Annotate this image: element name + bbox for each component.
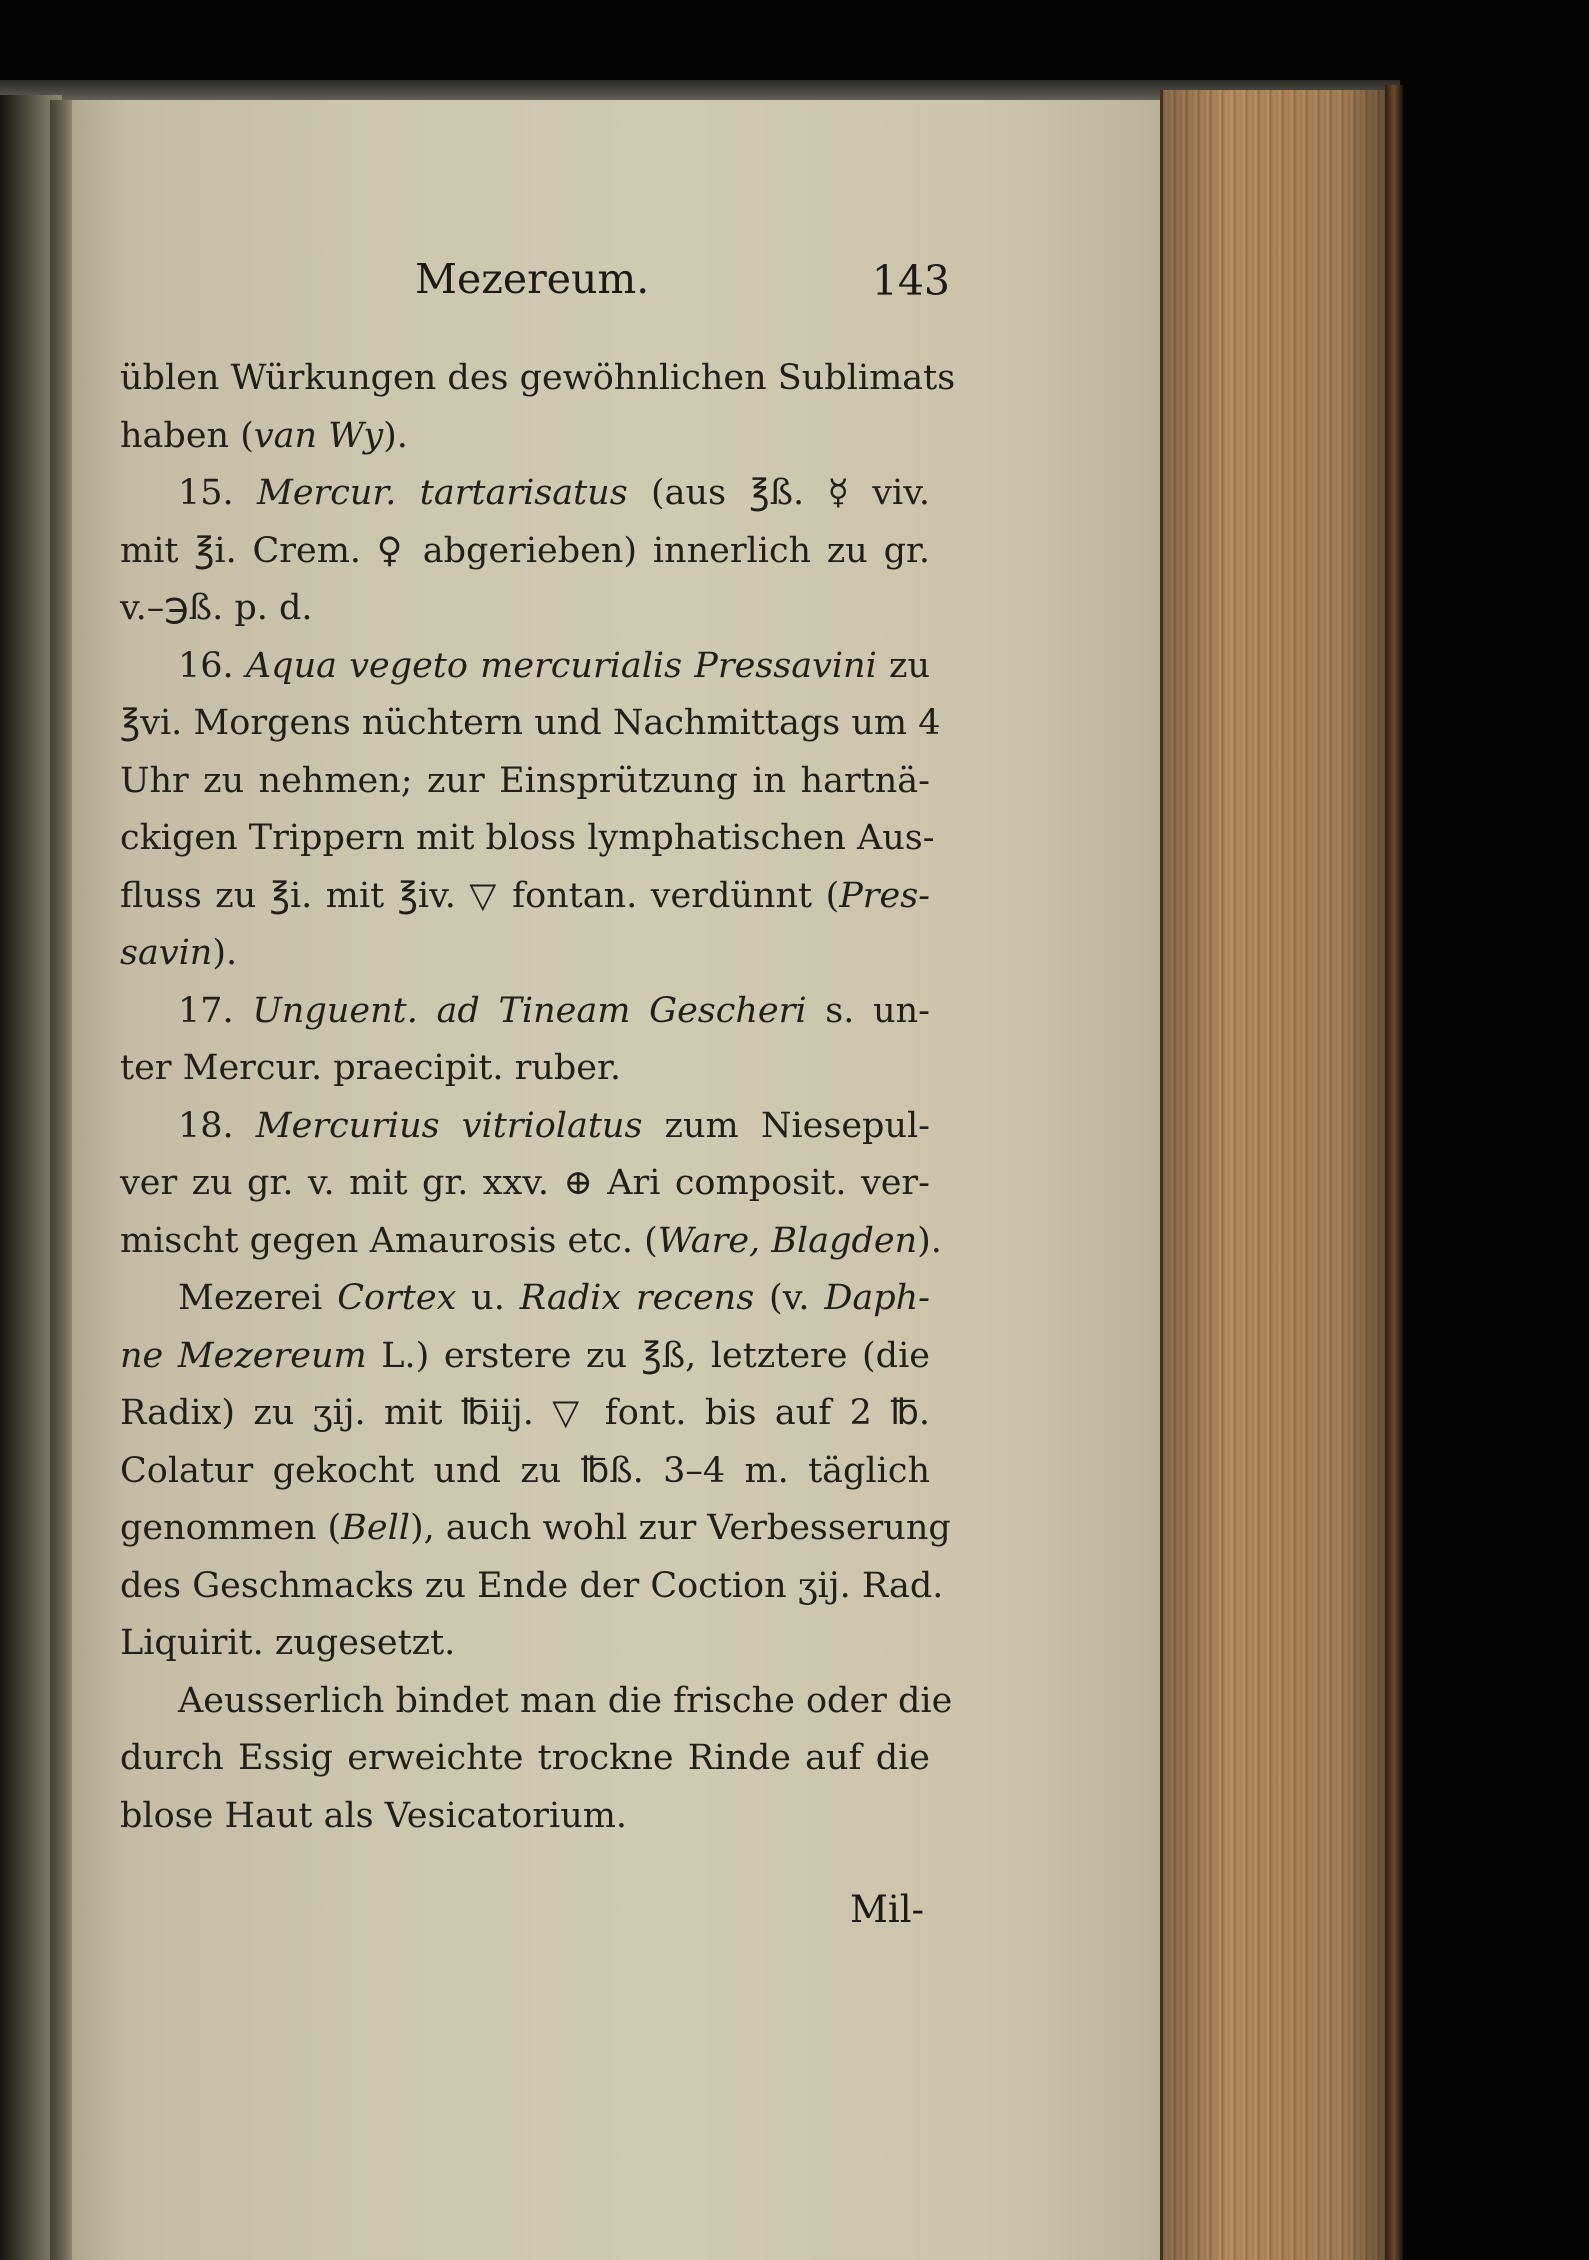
italic-text: Aqua vegeto mercurialis Pressavini <box>245 645 877 686</box>
gutter-shadow <box>50 100 72 2260</box>
text-line <box>120 1385 930 1443</box>
text-run: 17. <box>178 990 253 1031</box>
text-line <box>120 580 930 638</box>
text-run: ver zu gr. v. mit gr. xxv. ⊕ Ari composit. ver- <box>120 1163 930 1203</box>
italic-text: ne Mezereum <box>120 1335 367 1376</box>
text-line <box>120 1155 930 1213</box>
text-run: ℥vi. Morgens nüchtern und Nachmittags um 4 <box>120 703 941 743</box>
text-line <box>120 1098 930 1156</box>
page-number: 143 <box>871 257 950 305</box>
text-run: durch Essig erweichte trockne Rinde auf die <box>120 1738 930 1778</box>
italic-text: Ware, Blagden <box>657 1220 918 1261</box>
text-run: ckigen Trippern mit bloss lymphatischen Aus- <box>120 818 935 858</box>
text-run: 15. <box>178 473 257 513</box>
running-head <box>120 255 950 315</box>
text-line <box>120 1270 930 1328</box>
text-line <box>120 1558 944 1616</box>
text-run: mischt gegen Amaurosis etc. ( <box>120 1220 658 1261</box>
text-line <box>120 983 930 1041</box>
text-line <box>120 408 930 466</box>
italic-text: Cortex <box>337 1278 457 1318</box>
italic-text: Unguent. ad Tineam Gescheri <box>252 990 807 1031</box>
book-cover-edge <box>1385 85 1403 2260</box>
text-run: ). <box>917 1220 942 1261</box>
italic-text: Daph- <box>824 1278 931 1318</box>
catchword: Mil- <box>850 1888 925 1931</box>
text-run: ). <box>212 933 238 973</box>
text-line <box>120 350 956 408</box>
text-run: Aeusserlich bindet man die frische oder die <box>178 1680 953 1721</box>
text-run: ter Mercur. praecipit. ruber. <box>120 1048 622 1088</box>
italic-text: Mercurius vitriolatus <box>255 1105 643 1146</box>
text-body <box>120 350 956 1845</box>
text-line <box>120 638 930 696</box>
text-line <box>120 1328 930 1386</box>
italic-text: Pres- <box>839 875 930 916</box>
text-run: ), auch wohl zur Verbesserung <box>409 1508 951 1548</box>
running-head-title: Mezereum. <box>415 255 650 303</box>
text-run: 18. <box>178 1105 256 1146</box>
text-line <box>120 1673 953 1731</box>
text-run: (aus ℥ß. ☿ viv. <box>627 473 930 513</box>
text-run: blose Haut als Vesicatorium. <box>120 1795 628 1836</box>
text-run: s. un- <box>806 990 930 1031</box>
text-run: mit ℥i. Crem. ♀ abgerieben) innerlich zu gr. <box>120 530 930 571</box>
text-line <box>120 1615 930 1673</box>
text-line <box>120 1443 930 1501</box>
text-line <box>120 1040 930 1098</box>
text-line <box>120 523 930 581</box>
text-run: Radix) zu ʒij. mit ℔iij. ▽ font. bis auf 2 ℔. <box>120 1393 930 1433</box>
text-line <box>120 1500 951 1558</box>
text-run: u. <box>456 1278 520 1318</box>
text-line <box>120 1730 930 1788</box>
italic-text: savin <box>120 933 213 973</box>
text-line <box>120 925 930 983</box>
text-run: Mezerei <box>178 1278 338 1318</box>
text-line <box>120 1213 942 1271</box>
text-line <box>120 695 941 753</box>
text-line <box>120 1788 930 1846</box>
text-run: 16. <box>178 645 246 686</box>
italic-text: Mercur. tartarisatus <box>257 473 628 513</box>
text-run: ). <box>383 415 408 456</box>
italic-text: Bell <box>341 1508 410 1548</box>
text-line <box>120 753 930 811</box>
text-run: fluss zu ℥i. mit ℥iv. ▽ fontan. verdünnt ( <box>120 875 840 916</box>
text-run: genommen ( <box>120 1508 342 1548</box>
text-run: Uhr zu nehmen; zur Einsprützung in hartnä- <box>120 760 930 801</box>
text-run: (v. <box>754 1278 825 1318</box>
text-run: Colatur gekocht und zu ℔ß. 3–4 m. täglich <box>120 1450 930 1491</box>
text-run: zu <box>876 645 931 686</box>
text-run: v.–℈ß. p. d. <box>120 588 313 628</box>
text-line <box>120 868 930 926</box>
text-run: L.) erstere zu ℥ß, letztere (die <box>366 1335 930 1376</box>
text-run: Liquirit. zugesetzt. <box>120 1623 456 1663</box>
text-run: üblen Würkungen des gewöhnlichen Sublimats <box>120 358 956 398</box>
italic-text: Radix recens <box>519 1278 755 1318</box>
text-run: haben ( <box>120 415 254 456</box>
text-run: zum Niesepul- <box>642 1105 930 1146</box>
text-run: des Geschmacks zu Ende der Coction ʒij. Rad. <box>120 1565 944 1606</box>
text-line <box>120 465 930 523</box>
fore-edge-shading <box>1160 90 1390 2260</box>
italic-text: van Wy <box>253 415 384 456</box>
text-line <box>120 810 935 868</box>
